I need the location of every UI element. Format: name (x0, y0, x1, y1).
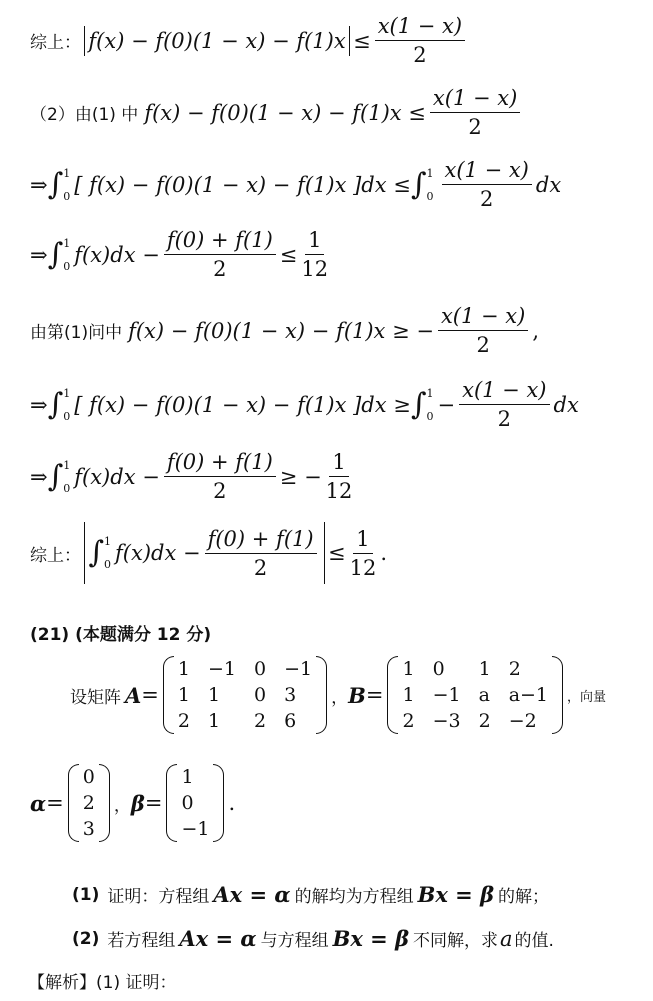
fraction (375, 14, 465, 67)
matrix-b-cell: −3 (432, 710, 461, 732)
vector-beta-grid (177, 764, 213, 842)
matrix-b-cell: 1 (402, 658, 415, 680)
fraction (442, 158, 532, 211)
abs-bar-right (324, 522, 325, 584)
part-text: 的解均为方程组 (294, 887, 414, 907)
matrix-b-cell: 2 (402, 710, 415, 732)
vector-definition-line (30, 764, 235, 842)
denominator: 12 (349, 555, 377, 580)
part2-line (30, 86, 524, 139)
equation: Bx = β (332, 926, 410, 951)
upper-limit: 1 (63, 386, 71, 400)
solution-heading: 【解析】(1) 证明： (28, 973, 177, 993)
matrix-b-name: B (348, 682, 366, 708)
inequality-expression: f(x) − f(0)(1 − x) − f(1)x ≤ (144, 100, 426, 125)
matrix-b-cell: −1 (432, 684, 461, 706)
bound-fraction (301, 228, 328, 281)
left-paren (387, 656, 398, 734)
part-text: 若方程组 (107, 931, 176, 951)
relation-symbol: ≤ (353, 28, 371, 53)
equals-sign: = (141, 683, 159, 707)
numerator: f(0) + f(1) (164, 228, 276, 255)
matrix-b (387, 656, 563, 734)
separator: ， (331, 687, 349, 708)
integral-result-line-1 (30, 228, 332, 281)
upper-limit: 1 (63, 236, 71, 250)
question-21-heading: (21) (本题满分 12 分) (30, 625, 212, 645)
vector-alpha-cell: 2 (82, 792, 95, 814)
matrix-b-cell: 0 (432, 658, 445, 680)
upper-limit: 1 (63, 166, 71, 180)
fraction (459, 378, 549, 431)
equation: Ax = α (213, 882, 291, 907)
integral-limits (63, 167, 70, 203)
matrix-a (163, 656, 327, 734)
right-paren (213, 764, 224, 842)
part-text: 的值. (514, 931, 554, 951)
fraction (164, 450, 276, 503)
lower-limit: 0 (426, 189, 434, 203)
integrand: [ f(x) − f(0)(1 − x) − f(1)x ]dx ≥ (74, 392, 411, 417)
matrix-a-cell: 6 (284, 710, 297, 732)
numerator: x(1 − x) (375, 14, 465, 41)
vector-beta-cell: 1 (181, 766, 194, 788)
matrix-a-cell: −1 (284, 658, 313, 680)
integrand: f(x)dx − (74, 464, 160, 489)
vector-note: ，向量 (567, 689, 607, 705)
matrix-a-cell: 2 (254, 710, 267, 732)
question-part-1 (72, 882, 549, 907)
period: . (228, 791, 236, 815)
lower-bound-label: 由第(1)问中 (30, 323, 123, 343)
matrix-intro: 设矩阵 (70, 687, 121, 708)
integral-line-2 (30, 378, 579, 431)
integral-sign: ∫ (47, 386, 64, 422)
part-number: (2) (72, 928, 100, 949)
fraction (430, 86, 520, 139)
part-number: (1) (72, 884, 100, 905)
numerator: f(0) + f(1) (164, 450, 276, 477)
upper-limit: 1 (426, 386, 434, 400)
abs-bar-left (84, 522, 85, 584)
minus-sign: − (437, 392, 456, 417)
matrix-b-cell: 2 (478, 710, 491, 732)
matrix-a-cell: 1 (177, 658, 190, 680)
equation: Bx = β (417, 882, 495, 907)
equals-sign: = (144, 791, 163, 815)
numerator: 1 (329, 450, 348, 477)
period: . (380, 541, 387, 565)
differential: dx (553, 392, 579, 417)
vector-alpha (68, 764, 110, 842)
matrix-a-cell: 1 (208, 710, 221, 732)
summary-line-2 (30, 522, 387, 584)
matrix-a-cell: 0 (254, 658, 267, 680)
denominator: 2 (413, 43, 427, 67)
fraction (205, 527, 317, 580)
lower-limit: 0 (63, 481, 71, 495)
integral-sign: ∫ (47, 166, 64, 202)
lower-bound-line (30, 304, 539, 357)
integral-sign: ∫ (410, 166, 427, 202)
matrix-a-cell: −1 (208, 658, 237, 680)
numerator: x(1 − x) (442, 158, 532, 185)
parameter-a: a (500, 926, 513, 951)
right-paren (99, 764, 110, 842)
summary-line-1 (30, 14, 469, 67)
lower-limit: 0 (104, 558, 112, 571)
upper-limit: 1 (426, 166, 434, 180)
matrix-b-cell: −2 (508, 710, 537, 732)
integral-sign: ∫ (410, 386, 427, 422)
left-paren (68, 764, 79, 842)
relation-symbol: ≤ (279, 242, 298, 267)
integral-sign: ∫ (47, 458, 64, 494)
fraction (164, 228, 276, 281)
lower-limit: 0 (426, 409, 434, 423)
vector-alpha-cell: 3 (82, 818, 95, 840)
matrix-a-cell: 2 (177, 710, 190, 732)
lower-limit: 0 (63, 409, 71, 423)
matrix-b-cell: 2 (508, 658, 521, 680)
left-paren (163, 656, 174, 734)
matrix-definition-line (70, 656, 606, 734)
denominator: 2 (253, 555, 268, 580)
matrix-b-cell: a (478, 684, 490, 706)
integral-limits (427, 167, 434, 203)
equals-sign: = (46, 791, 64, 815)
implies-arrow: ⇒ (30, 464, 48, 489)
left-paren (166, 764, 177, 842)
vector-alpha-cell: 0 (82, 766, 95, 788)
equation: Ax = α (179, 926, 257, 951)
integral-result-line-2 (30, 450, 356, 503)
right-paren (316, 656, 327, 734)
integral-line-1 (30, 158, 561, 211)
bound-fraction (326, 450, 353, 503)
inequality-expression: f(x) − f(0)(1 − x) − f(1)x ≥ − (128, 318, 434, 343)
implies-arrow: ⇒ (30, 242, 48, 267)
integral-limits (63, 459, 70, 495)
inequality-expression: f(x) − f(0)(1 − x) − f(1)x (88, 28, 346, 53)
lower-limit: 0 (63, 259, 71, 273)
integral-limits (63, 387, 70, 423)
part2-label: （2）由(1) 中 (30, 105, 139, 125)
integral-sign: ∫ (47, 236, 64, 272)
matrix-a-cell: 1 (177, 684, 190, 706)
denominator: 2 (213, 257, 227, 281)
abs-bar-left (84, 26, 85, 56)
numerator: f(0) + f(1) (205, 527, 317, 554)
denominator: 12 (325, 479, 353, 503)
part-text: 不同解，求 (413, 931, 499, 951)
implies-arrow: ⇒ (30, 172, 48, 197)
alpha-name: α (30, 790, 47, 816)
numerator: x(1 − x) (430, 86, 520, 113)
matrix-a-grid (174, 656, 316, 734)
part-text: 的解； (498, 887, 550, 907)
upper-limit: 1 (63, 458, 71, 472)
integral-sign: ∫ (88, 535, 105, 570)
numerator: 1 (353, 527, 372, 554)
matrix-b-cell: a−1 (508, 684, 549, 706)
summary-label: 综上： (30, 33, 81, 53)
relation-symbol: ≥ − (279, 464, 322, 489)
bound-fraction (350, 527, 377, 580)
denominator: 2 (497, 407, 511, 431)
relation-symbol: ≤ (327, 541, 346, 565)
vector-beta-cell: −1 (181, 818, 210, 840)
denominator: 2 (480, 187, 494, 211)
upper-limit: 1 (104, 535, 112, 548)
integral-limits (63, 237, 70, 273)
matrix-b-grid (398, 656, 552, 734)
integral-limits (104, 535, 111, 571)
numerator: x(1 − x) (459, 378, 549, 405)
matrix-a-cell: 1 (208, 684, 221, 706)
question-part-2 (72, 926, 554, 951)
implies-arrow: ⇒ (30, 392, 48, 417)
comma: , (532, 318, 540, 343)
fraction (438, 304, 528, 357)
integrand: f(x)dx − (74, 242, 160, 267)
matrix-b-cell: 1 (478, 658, 491, 680)
abs-bar-right (349, 26, 350, 56)
beta-name: β (130, 790, 145, 816)
integrand: f(x)dx − (115, 541, 201, 565)
lower-limit: 0 (63, 189, 71, 203)
vector-beta-cell: 0 (181, 792, 194, 814)
matrix-a-name: A (125, 682, 142, 708)
denominator: 12 (301, 257, 329, 281)
integrand: [ f(x) − f(0)(1 − x) − f(1)x ]dx ≤ (74, 172, 411, 197)
numerator: 1 (305, 228, 324, 255)
right-paren (552, 656, 563, 734)
integral-limits (427, 387, 434, 423)
vector-beta (166, 764, 224, 842)
matrix-b-cell: 1 (402, 684, 415, 706)
denominator: 2 (213, 479, 227, 503)
summary-label: 综上： (30, 545, 81, 566)
part-text: 与方程组 (260, 931, 329, 951)
denominator: 2 (476, 333, 490, 357)
matrix-a-cell: 3 (284, 684, 297, 706)
matrix-a-cell: 0 (254, 684, 267, 706)
part-text: 证明：方程组 (107, 887, 210, 907)
vector-alpha-grid (79, 764, 99, 842)
denominator: 2 (468, 115, 482, 139)
numerator: x(1 − x) (438, 304, 528, 331)
separator: ， (113, 795, 131, 816)
differential: dx (535, 172, 562, 197)
equals-sign: = (365, 683, 384, 707)
